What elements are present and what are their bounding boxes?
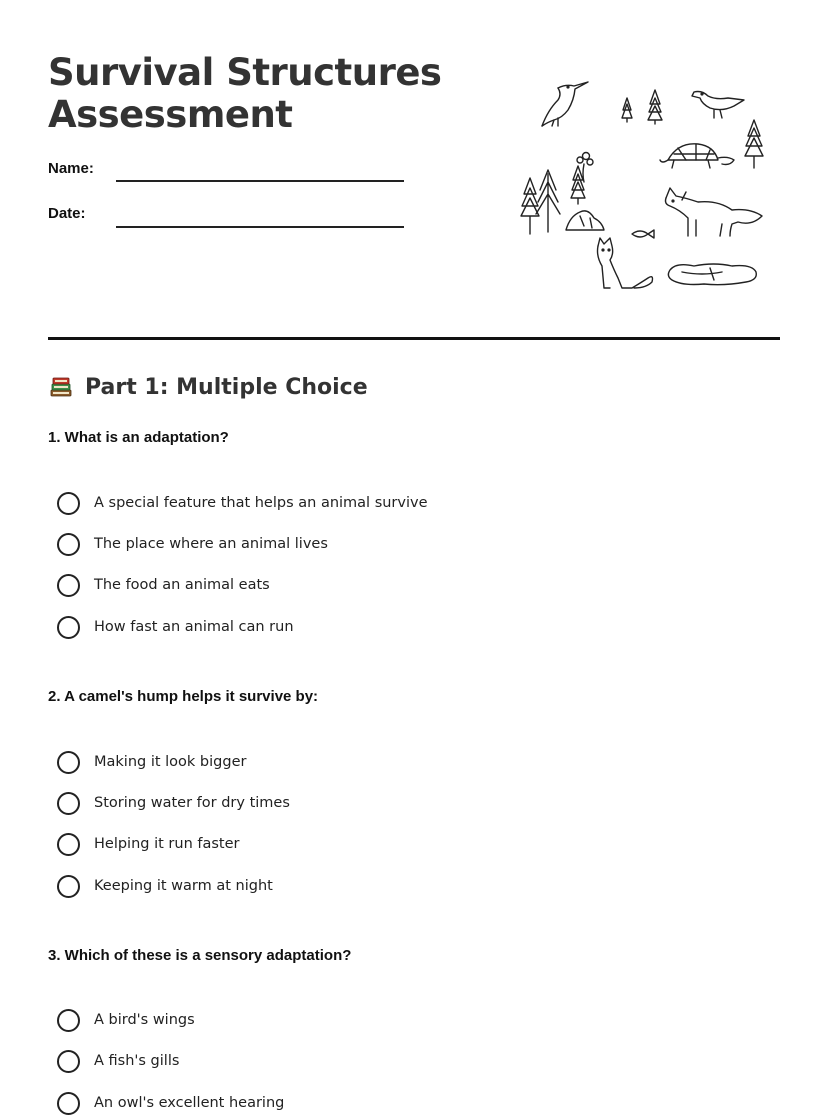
radio-button[interactable]	[57, 616, 80, 639]
radio-button[interactable]	[57, 1050, 80, 1073]
question-1-option-4[interactable]	[57, 614, 294, 640]
books-icon	[48, 374, 74, 400]
bird-icon	[692, 92, 744, 119]
radio-button[interactable]	[57, 1092, 80, 1115]
question-2-option-3[interactable]	[57, 831, 239, 857]
option-label: An owl's excellent hearing	[94, 1095, 285, 1111]
weasel-icon	[598, 238, 653, 288]
question-2: 2. A camel's hump helps it survive by:	[48, 688, 319, 705]
radio-button[interactable]	[57, 751, 80, 774]
page-title-line-2: Assessment	[48, 93, 293, 136]
ice-floe-icon	[668, 264, 756, 285]
question-1: 1. What is an adaptation?	[48, 429, 229, 446]
radio-button[interactable]	[57, 533, 80, 556]
question-2-option-4[interactable]	[57, 873, 273, 899]
option-label: A special feature that helps an animal survive	[94, 495, 428, 511]
radio-button[interactable]	[57, 833, 80, 856]
option-label: A bird's wings	[94, 1012, 195, 1028]
option-label: The place where an animal lives	[94, 536, 328, 552]
heron-icon	[542, 82, 588, 126]
question-1-option-1[interactable]	[57, 490, 428, 516]
part-1-heading-text: Part 1: Multiple Choice	[85, 374, 368, 400]
radio-button[interactable]	[57, 574, 80, 597]
part-1-heading	[48, 374, 368, 400]
pine-tree-icon	[745, 120, 763, 168]
page-title	[48, 52, 468, 136]
pine-tree-icon	[622, 90, 662, 124]
question-1-option-3[interactable]	[57, 572, 270, 598]
rock-icon	[566, 211, 604, 230]
wildlife-habitat-illustration	[518, 70, 770, 296]
name-label: Name:	[48, 160, 94, 177]
turtle-icon	[660, 144, 734, 168]
option-label: The food an animal eats	[94, 577, 270, 593]
option-label: A fish's gills	[94, 1053, 180, 1069]
option-label: Keeping it warm at night	[94, 878, 273, 894]
question-1-option-2[interactable]	[57, 531, 328, 557]
pine-tree-icon	[521, 166, 585, 234]
option-label: Storing water for dry times	[94, 795, 290, 811]
question-2-option-2[interactable]	[57, 790, 290, 816]
date-field[interactable]	[116, 226, 404, 228]
question-3-option-1[interactable]	[57, 1007, 195, 1033]
date-label: Date:	[48, 205, 86, 222]
question-3-option-3[interactable]	[57, 1090, 284, 1116]
page-title-line-1: Survival Structures	[48, 51, 442, 94]
fox-icon	[666, 188, 763, 236]
section-divider	[48, 337, 780, 340]
radio-button[interactable]	[57, 1009, 80, 1032]
question-3-option-2[interactable]	[57, 1048, 179, 1074]
radio-button[interactable]	[57, 492, 80, 515]
option-label: How fast an animal can run	[94, 619, 294, 635]
name-field[interactable]	[116, 180, 404, 182]
radio-button[interactable]	[57, 875, 80, 898]
option-label: Helping it run faster	[94, 836, 240, 852]
question-3: 3. Which of these is a sensory adaptation?	[48, 947, 352, 964]
option-label: Making it look bigger	[94, 754, 247, 770]
fish-icon	[632, 230, 654, 238]
radio-button[interactable]	[57, 792, 80, 815]
question-2-option-1[interactable]	[57, 749, 246, 775]
